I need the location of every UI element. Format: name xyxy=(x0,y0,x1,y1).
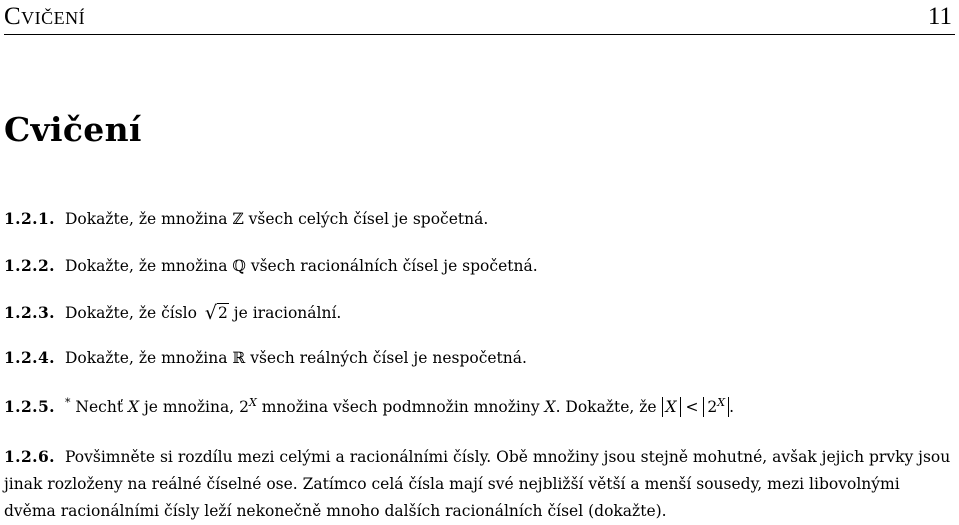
exercise-number: 1.2.3. xyxy=(4,303,55,322)
exercise-number: 1.2.1. xyxy=(4,209,55,228)
exercise-text-part: množina všech podmnožin množiny xyxy=(256,398,545,416)
exercise-text-part: . xyxy=(729,398,735,416)
running-title: Cvičení xyxy=(4,3,86,30)
exponent: X xyxy=(248,395,257,409)
exercise-text-part: je množina, 2 xyxy=(139,398,249,416)
exercise-number: 1.2.2. xyxy=(4,256,55,275)
section-title: Cvičení xyxy=(4,110,142,149)
exercise-1-2-3 xyxy=(4,300,341,325)
exercise-text-part: Dokažte, že množina xyxy=(65,210,233,228)
math-variable: X xyxy=(665,398,677,416)
header-rule xyxy=(4,34,955,35)
exercise-text-part: všech racionálních čísel je spočetná. xyxy=(245,257,538,275)
integers-symbol: ℤ xyxy=(232,210,244,228)
exercise-text-part: Dokažte, že číslo xyxy=(65,304,202,322)
exponent: X xyxy=(717,395,726,409)
less-than-sign: < xyxy=(680,398,704,416)
exercise-1-2-1 xyxy=(4,207,488,231)
square-root xyxy=(205,300,229,325)
exercise-text xyxy=(65,257,538,275)
math-variable: X xyxy=(544,398,556,416)
radical-sign: √ xyxy=(204,302,217,324)
exercise-1-2-6 xyxy=(4,443,955,525)
exercise-text-part: Nechť xyxy=(70,398,128,416)
exercise-text-part: všech reálných čísel je nespočetná. xyxy=(245,349,527,367)
base-two: 2 xyxy=(707,398,718,416)
page-number: 11 xyxy=(927,3,952,30)
exercise-text-part: je iracionální. xyxy=(228,304,342,322)
exercise-text xyxy=(65,304,341,322)
exercise-text-part: Dokažte, že množina xyxy=(65,257,233,275)
exercise-number: 1.2.5. xyxy=(4,397,55,416)
exercise-1-2-5 xyxy=(4,395,734,419)
cardinality-power-set xyxy=(703,397,729,417)
exercise-text-part: Dokažte, že množina xyxy=(65,349,233,367)
cardinality-x xyxy=(662,397,681,417)
reals-symbol: ℝ xyxy=(232,349,246,367)
math-variable: X xyxy=(127,398,140,416)
hard-star-marker: * xyxy=(65,395,71,409)
rationals-symbol: ℚ xyxy=(232,257,246,275)
radicand: 2 xyxy=(218,304,228,322)
exercise-text xyxy=(65,349,527,367)
exercise-1-2-2 xyxy=(4,254,538,278)
exercise-1-2-4 xyxy=(4,346,527,370)
exercise-text xyxy=(65,210,488,228)
exercise-text xyxy=(65,395,735,416)
exercise-number: 1.2.6. xyxy=(4,447,55,466)
exercise-text-part: všech celých čísel je spočetná. xyxy=(243,210,489,228)
exercise-number: 1.2.4. xyxy=(4,348,55,367)
exercise-text-part: . Dokažte, že xyxy=(555,398,662,416)
exercise-text: Povšimněte si rozdílu mezi celými a racionálními čísly. Obě množiny jsou stejně mohutné, avšak jejich prvky jsou jinak rozloženy na reálné číselné ose. Zatímco celá čísla mají své nejbližší větší a menší sousedy, mezi libovolnými dvěma racionálními čísly leží nekonečně mnoho dalších racionálních čísel (dokažte). xyxy=(4,448,951,520)
running-header xyxy=(4,0,954,34)
